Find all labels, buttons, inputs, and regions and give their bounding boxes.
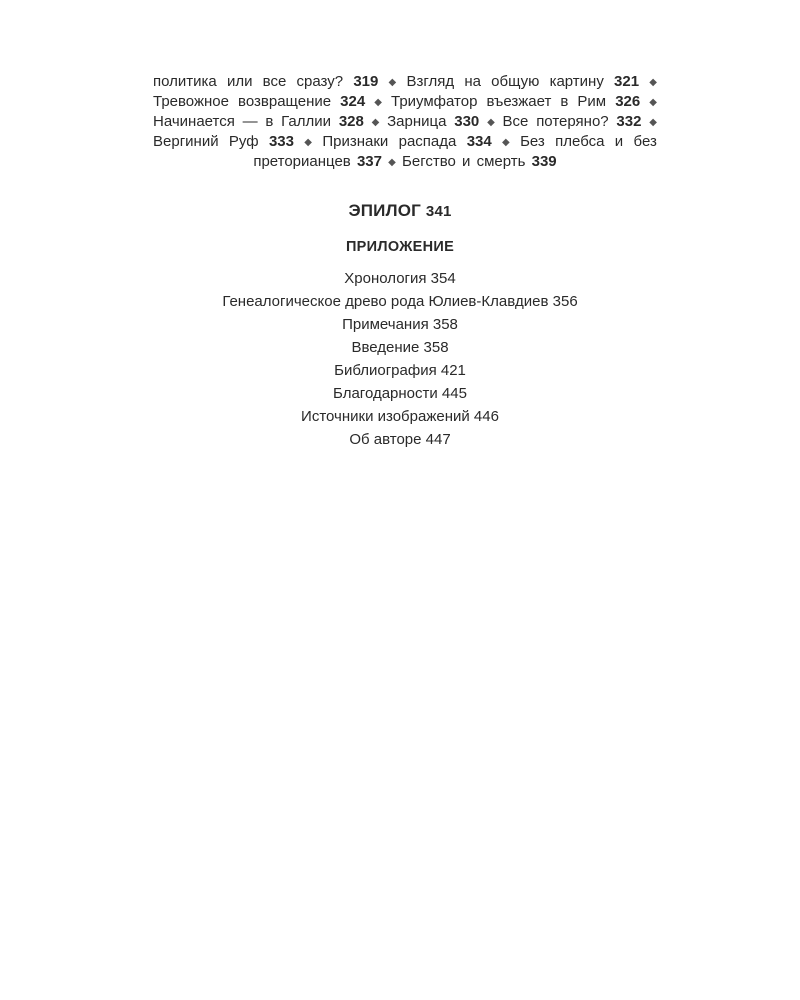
toc-entry-word: и bbox=[462, 153, 471, 170]
toc-entry-word: Зарница bbox=[387, 113, 447, 130]
toc-page-number: 332 bbox=[616, 113, 642, 130]
toc-line bbox=[153, 92, 657, 112]
appendix-list bbox=[0, 267, 800, 451]
appendix-item: Об авторе 447 bbox=[349, 431, 451, 448]
toc-line bbox=[153, 152, 657, 172]
toc-entry-word: Бегство bbox=[402, 153, 456, 170]
toc-page-number: 326 bbox=[615, 93, 641, 110]
appendix-item: Хронология 354 bbox=[344, 270, 456, 287]
toc-entry-word: Без bbox=[520, 133, 545, 150]
appendix-item: Благодарности 445 bbox=[333, 385, 467, 402]
appendix-item: Примечания 358 bbox=[342, 316, 458, 333]
appendix-item: Библиография 421 bbox=[334, 362, 466, 379]
diamond-separator-icon: ◆ bbox=[502, 137, 510, 148]
toc-entry-word: потеряно? bbox=[536, 113, 609, 130]
toc-line bbox=[153, 112, 657, 132]
toc-entry-word: смерть bbox=[476, 153, 526, 170]
appendix-heading: ПРИЛОЖЕНИЕ bbox=[345, 239, 455, 255]
toc-entry-word: — bbox=[242, 113, 258, 130]
toc-entry-word: плебса bbox=[555, 133, 605, 150]
toc-entry-word: Руф bbox=[228, 133, 259, 150]
toc-page-number: 324 bbox=[340, 93, 366, 110]
diamond-separator-icon: ◆ bbox=[388, 157, 396, 168]
toc-page-number: 334 bbox=[466, 133, 492, 150]
diamond-separator-icon: ◆ bbox=[304, 137, 312, 148]
diamond-separator-icon: ◆ bbox=[649, 97, 657, 108]
diamond-separator-icon: ◆ bbox=[371, 117, 380, 128]
toc-entry-word: возвращение bbox=[238, 93, 332, 110]
toc-entry-word: все bbox=[262, 73, 287, 90]
toc-entry-word: Начинается bbox=[153, 113, 235, 130]
toc-entry-word: Все bbox=[502, 113, 529, 130]
toc-entry-word: или bbox=[226, 73, 253, 90]
toc-entry-word: на bbox=[464, 73, 481, 90]
toc-line bbox=[153, 132, 657, 152]
toc-entry-word: без bbox=[633, 133, 657, 150]
toc-page-number: 319 bbox=[353, 73, 379, 90]
toc-page-number: 321 bbox=[614, 73, 640, 90]
epilogue-page-number: 341 bbox=[425, 203, 452, 220]
diamond-separator-icon: ◆ bbox=[649, 117, 657, 128]
toc-entry-word: въезжает bbox=[486, 93, 552, 110]
appendix-item: Введение 358 bbox=[351, 339, 449, 356]
toc-entry-word: Взгляд bbox=[406, 73, 455, 90]
toc-continuation bbox=[153, 72, 657, 172]
toc-line bbox=[153, 72, 657, 92]
diamond-separator-icon: ◆ bbox=[487, 117, 495, 128]
diamond-separator-icon: ◆ bbox=[374, 97, 382, 108]
epilogue-title: ЭПИЛОГ bbox=[348, 201, 421, 220]
toc-page-number: 333 bbox=[268, 133, 294, 150]
diamond-separator-icon: ◆ bbox=[388, 77, 397, 88]
toc-page-number: 328 bbox=[338, 113, 364, 130]
toc-entry-word: распада bbox=[398, 133, 457, 150]
toc-entry-word: Признаки bbox=[322, 133, 389, 150]
toc-entry-word: и bbox=[614, 133, 624, 150]
toc-entry-word: общую bbox=[491, 73, 540, 90]
toc-entry-word: в bbox=[265, 113, 274, 130]
toc-entry-word: политика bbox=[153, 73, 217, 90]
toc-page-number: 339 bbox=[531, 153, 557, 170]
toc-entry-word: Рим bbox=[577, 93, 607, 110]
toc-entry-word: Триумфатор bbox=[391, 93, 478, 110]
toc-entry-word: Тревожное bbox=[153, 93, 229, 110]
appendix-item: Генеалогическое древо рода Юлиев-Клавдиев 356 bbox=[222, 293, 578, 310]
toc-entry-word: преторианцев bbox=[253, 153, 351, 170]
epilogue-entry bbox=[0, 200, 800, 223]
toc-entry-word: Галлии bbox=[281, 113, 332, 130]
toc-entry-word: Вергиний bbox=[153, 133, 219, 150]
diamond-separator-icon: ◆ bbox=[649, 77, 657, 88]
toc-entry-word: сразу? bbox=[296, 73, 344, 90]
toc-entry-word: картину bbox=[549, 73, 604, 90]
toc-page-number: 330 bbox=[454, 113, 480, 130]
toc-page-number: 337 bbox=[356, 153, 382, 170]
appendix-item: Источники изображений 446 bbox=[301, 408, 499, 425]
toc-entry-word: в bbox=[560, 93, 569, 110]
